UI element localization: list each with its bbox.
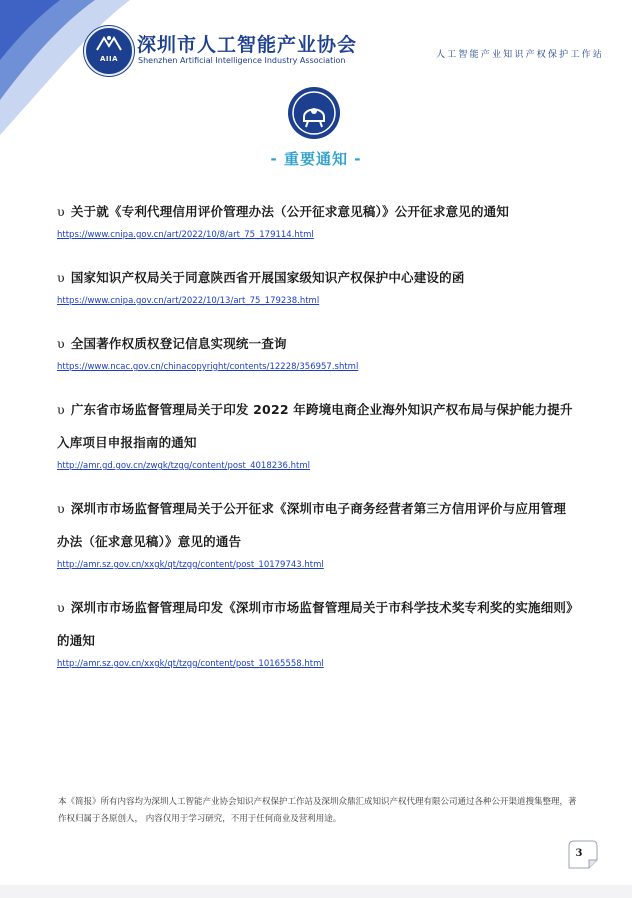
page-number-badge [566, 838, 600, 872]
notice-title-line [57, 426, 587, 459]
notice-list [57, 195, 587, 690]
notice-title-text: 广东省市场监督管理局关于印发 2022 年跨境电商企业海外知识产权布局与保护能力提升 [70, 402, 573, 417]
megaphone-icon [288, 87, 340, 139]
notice-link[interactable]: http://amr.gd.gov.cn/zwgk/tzgg/content/post_4018236.html [57, 461, 311, 471]
footer-disclaimer: 本《简报》所有内容均为深圳人工智能产业协会知识产权保护工作站及深圳众鼎汇成知识产权代理有限公司通过各种公开渠道搜集整理，著作权归属于各原创人， 内容仅用于学习研究，不用于任何商业及营利用途。 [58, 797, 577, 824]
header-station-name: 人工智能产业知识产权保护工作站 [435, 50, 604, 60]
notice-title-line [57, 591, 587, 624]
notice-item [57, 393, 587, 473]
notice-item [57, 591, 587, 671]
notice-title-line [57, 492, 587, 525]
notice-link[interactable]: http://amr.sz.gov.cn/xxgk/qt/tzgg/content/post_10165558.html [57, 659, 324, 669]
logo-text: AIIA [99, 55, 119, 63]
bullet-icon: υ [57, 204, 65, 219]
notice-item [57, 195, 587, 242]
notice-title-text: 入库项目申报指南的通知 [57, 435, 197, 450]
notice-item [57, 261, 587, 308]
bullet-icon: υ [57, 402, 65, 417]
notice-title-text: 办法（征求意见稿）》意见的通告 [57, 534, 242, 549]
page-header [0, 0, 632, 90]
notice-title-line [57, 261, 587, 294]
bottom-bar [0, 885, 632, 898]
bullet-icon: υ [57, 336, 65, 351]
notice-title-text: 的通知 [57, 633, 96, 648]
section-title: - 重要通知 - [270, 150, 362, 168]
association-logo [84, 26, 134, 76]
notice-title-text: 全国著作权质权登记信息实现统一查询 [70, 336, 287, 351]
notice-link[interactable]: https://www.ncac.gov.cn/chinacopyright/contents/12228/356957.shtml [57, 362, 359, 372]
bullet-icon: υ [57, 600, 65, 615]
notice-link[interactable]: https://www.cnipa.gov.cn/art/2022/10/13/art_75_179238.html [57, 296, 320, 306]
org-name-cn: 深圳市人工智能产业协会 [137, 34, 358, 56]
notice-title-line [57, 195, 587, 228]
notice-link[interactable]: https://www.cnipa.gov.cn/art/2022/10/8/art_75_179114.html [57, 230, 314, 240]
notice-title-line [57, 624, 587, 657]
notice-title-text: 深圳市市场监督管理局关于公开征求《深圳市电子商务经营者第三方信用评价与应用管理 [70, 501, 567, 516]
notice-link[interactable]: http://amr.sz.gov.cn/xxgk/qt/tzgg/content/post_10179743.html [57, 560, 324, 570]
notice-title-line [57, 393, 587, 426]
bullet-icon: υ [57, 501, 65, 516]
notice-item [57, 492, 587, 572]
notice-title-text: 深圳市市场监督管理局印发《深圳市市场监督管理局关于市科学技术奖专利奖的实施细则》 [70, 600, 579, 615]
notice-item [57, 327, 587, 374]
notice-title-text: 国家知识产权局关于同意陕西省开展国家级知识产权保护中心建设的函 [70, 270, 465, 285]
notice-title-line [57, 525, 587, 558]
bullet-icon: υ [57, 270, 65, 285]
notice-title-line [57, 327, 587, 360]
notice-title-text: 关于就《专利代理信用评价管理办法（公开征求意见稿）》公开征求意见的通知 [70, 204, 510, 219]
page-number: 3 [575, 848, 583, 859]
org-name-en: Shenzhen Artificial Intelligence Industry Association [138, 56, 346, 65]
